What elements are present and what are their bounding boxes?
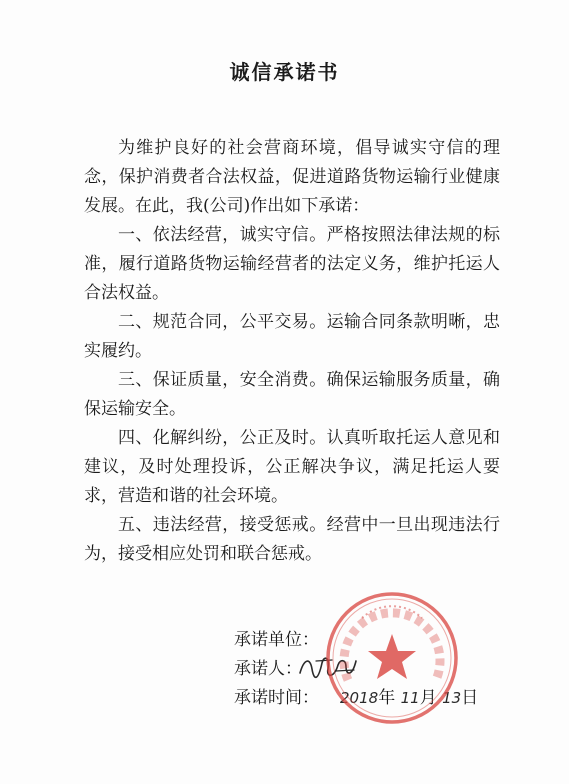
signature-person-label: 承诺人： xyxy=(234,659,302,679)
signature-time-label: 承诺时间： xyxy=(234,688,319,708)
stamp-star-icon xyxy=(368,634,416,679)
paragraph-item-1: 一、依法经营，诚实守信。严格按照法律法规的标准，履行道路货物运输经营者的法定义务，维护托运人合法权益。 xyxy=(84,225,500,303)
date-year-char: 年 xyxy=(378,688,396,708)
signature-unit-label: 承诺单位： xyxy=(234,630,319,650)
paragraph-item-4: 四、化解纠纷，公正及时。认真听取托运人意见和建议，及时处理投诉，公正解决争议，满足托运人要求，营造和谐的社会环境。 xyxy=(84,428,500,506)
document-title: 诚信承诺书 xyxy=(229,60,340,84)
date-day: 13 xyxy=(442,689,462,707)
signature-person-row xyxy=(234,655,319,684)
signature-block xyxy=(234,626,479,713)
company-seal-stamp xyxy=(322,588,462,728)
paragraph-intro: 为维护良好的社会营商环境，倡导诚实守信的理念，保护消费者合法权益，促进道路货物运输行业健康发展。在此，我(公司)作出如下承诺： xyxy=(84,138,500,216)
date-month-char: 月 xyxy=(419,688,437,708)
paragraph-item-2: 二、规范合同，公平交易。运输合同条款明晰，忠实履约。 xyxy=(84,312,500,361)
date-month: 11 xyxy=(400,689,420,707)
signature-time-row xyxy=(234,684,479,713)
paragraph-item-3: 三、保证质量，安全消费。确保运输服务质量，确保运输安全。 xyxy=(84,370,500,419)
document-body xyxy=(84,134,500,569)
date-year: 2018 xyxy=(340,689,379,707)
date-day-char: 日 xyxy=(461,688,479,708)
paragraph-item-5: 五、违法经营，接受惩戒。经营中一旦出现违法行为，接受相应处罚和联合惩戒。 xyxy=(84,515,500,564)
